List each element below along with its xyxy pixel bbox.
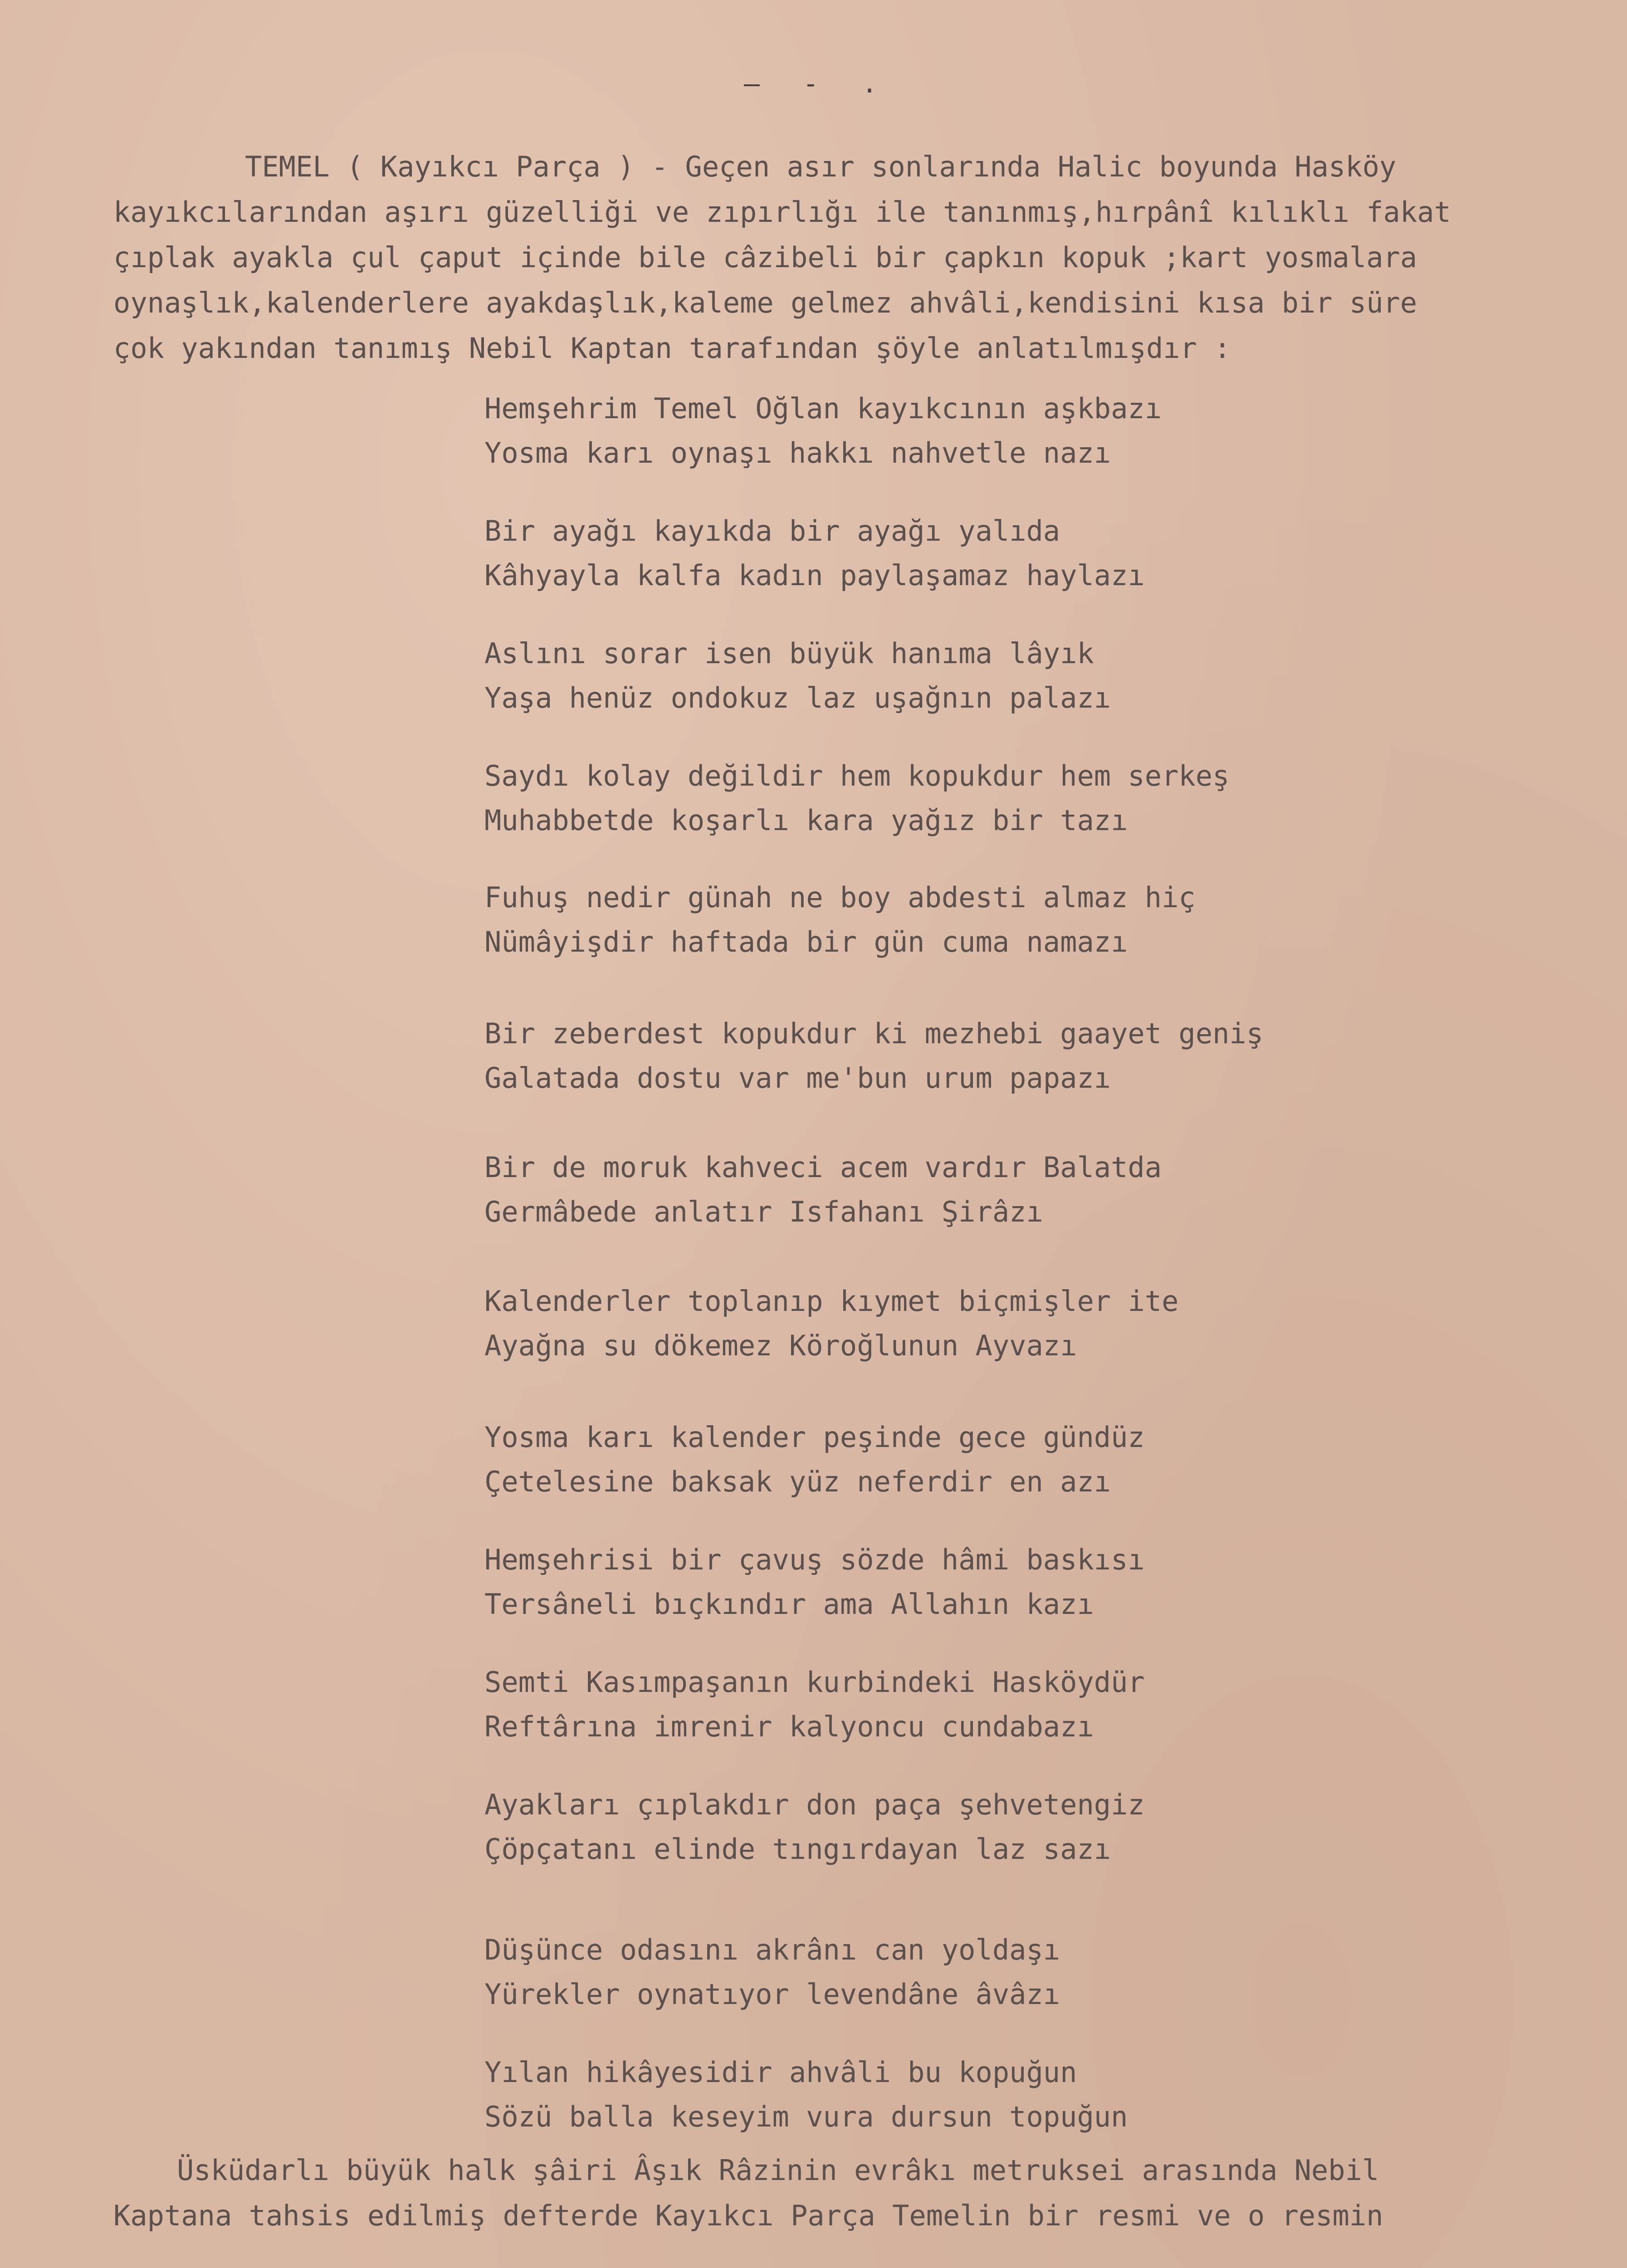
verse-line: Çetelesine baksak yüz neferdir en azı bbox=[484, 1465, 1111, 1498]
verse-line: Nümâyişdir haftada bir gün cuma namazı bbox=[484, 925, 1128, 958]
stanza bbox=[484, 1145, 1162, 1234]
verse-line: Kalenderler toplanıp kıymet biçmişler ite bbox=[484, 1285, 1179, 1318]
verse-line: Fuhuş nedir günah ne boy abdesti almaz hiç bbox=[484, 881, 1196, 914]
stanza bbox=[484, 1660, 1145, 1749]
stanza bbox=[484, 386, 1162, 475]
stanza bbox=[484, 1415, 1145, 1504]
verse-line: Çöpçatanı elinde tıngırdayan laz sazı bbox=[484, 1833, 1111, 1866]
verse-line: Germâbede anlatır Isfahanı Şirâzı bbox=[484, 1195, 1043, 1228]
intro-line: çıplak ayakla çul çaput içinde bile câzibeli bir çapkın kopuk ;kart yosmalara bbox=[113, 241, 1417, 274]
stanza bbox=[484, 1012, 1263, 1100]
stanza bbox=[484, 1928, 1060, 2017]
closing-line: Kaptana tahsis edilmiş defterde Kayıkcı Parça Temelin bir resmi ve o resmin bbox=[113, 2199, 1383, 2232]
verse-line: Saydı kolay değildir hem kopukdur hem serkeş bbox=[484, 759, 1230, 792]
verse-line: Yosma karı oynaşı hakkı nahvetle nazı bbox=[484, 436, 1111, 469]
stanza bbox=[484, 2050, 1128, 2139]
verse-line: Yürekler oynatıyor levendâne âvâzı bbox=[484, 1978, 1060, 2011]
verse-line: Galatada dostu var me'bun urum papazı bbox=[484, 1061, 1111, 1095]
verse-line: Muhabbetde koşarlı kara yağız bir tazı bbox=[484, 804, 1128, 837]
verse-line: Düşünce odasını akrânı can yoldaşı bbox=[484, 1933, 1060, 1966]
verse-line: Semti Kasımpaşanın kurbindeki Hasköydür bbox=[484, 1666, 1145, 1699]
verse-line: Kâhyayla kalfa kadın paylaşamaz haylazı bbox=[484, 559, 1145, 592]
stanza bbox=[484, 1783, 1145, 1872]
closing-paragraph bbox=[113, 2148, 1578, 2239]
verse-line: Bir ayağı kayıkda bir ayağı yalıda bbox=[484, 514, 1060, 547]
verse-line: Bir zeberdest kopukdur ki mezhebi gaayet geniş bbox=[484, 1017, 1264, 1050]
verse-line: Hemşehrim Temel Oğlan kayıkcının aşkbazı bbox=[484, 392, 1162, 425]
stanza bbox=[484, 631, 1111, 720]
stanza bbox=[484, 875, 1196, 964]
intro-line: kayıkcılarından aşırı güzelliği ve zıpırlığı ile tanınmış,hırpânî kılıklı fakat bbox=[113, 196, 1451, 229]
verse-line: Sözü balla keseyim vura dursun topuğun bbox=[484, 2100, 1128, 2133]
verse-line: Yosma karı kalender peşinde gece gündüz bbox=[484, 1421, 1145, 1454]
intro-paragraph bbox=[113, 144, 1578, 371]
verse-line: Bir de moruk kahveci acem vardır Balatda bbox=[484, 1151, 1162, 1184]
verse-line: Tersâneli bıçkındır ama Allahın kazı bbox=[484, 1588, 1094, 1621]
verse-line: Ayağna su dökemez Köroğlunun Ayvazı bbox=[484, 1329, 1077, 1362]
intro-line: çok yakından tanımış Nebil Kaptan tarafından şöyle anlatılmışdır : bbox=[113, 332, 1231, 365]
verse-line: Ayakları çıplakdır don paça şehvetengiz bbox=[484, 1788, 1145, 1821]
stanza bbox=[484, 754, 1229, 843]
stanza bbox=[484, 509, 1145, 598]
verse-line: Hemşehrisi bir çavuş sözde hâmi baskısı bbox=[484, 1543, 1145, 1576]
verse-line: Yılan hikâyesidir ahvâli bu kopuğun bbox=[484, 2056, 1077, 2089]
intro-line: TEMEL ( Kayıkcı Parça ) - Geçen asır sonlarında Halic boyunda Hasköy bbox=[245, 150, 1397, 183]
page-number-mark: — - . bbox=[744, 68, 891, 99]
stanza bbox=[484, 1538, 1145, 1627]
verse-line: Aslını sorar isen büyük hanıma lâyık bbox=[484, 637, 1094, 670]
closing-line: Üsküdarlı büyük halk şâiri Âşık Râzinin evrâkı metruksei arasında Nebil bbox=[177, 2154, 1379, 2187]
stanza bbox=[484, 1279, 1178, 1368]
verse-line: Yaşa henüz ondokuz laz uşağnın palazı bbox=[484, 681, 1111, 714]
verse-line: Reftârına imrenir kalyoncu cundabazı bbox=[484, 1710, 1094, 1743]
intro-line: oynaşlık,kalenderlere ayakdaşlık,kaleme gelmez ahvâli,kendisini kısa bir süre bbox=[113, 286, 1417, 319]
